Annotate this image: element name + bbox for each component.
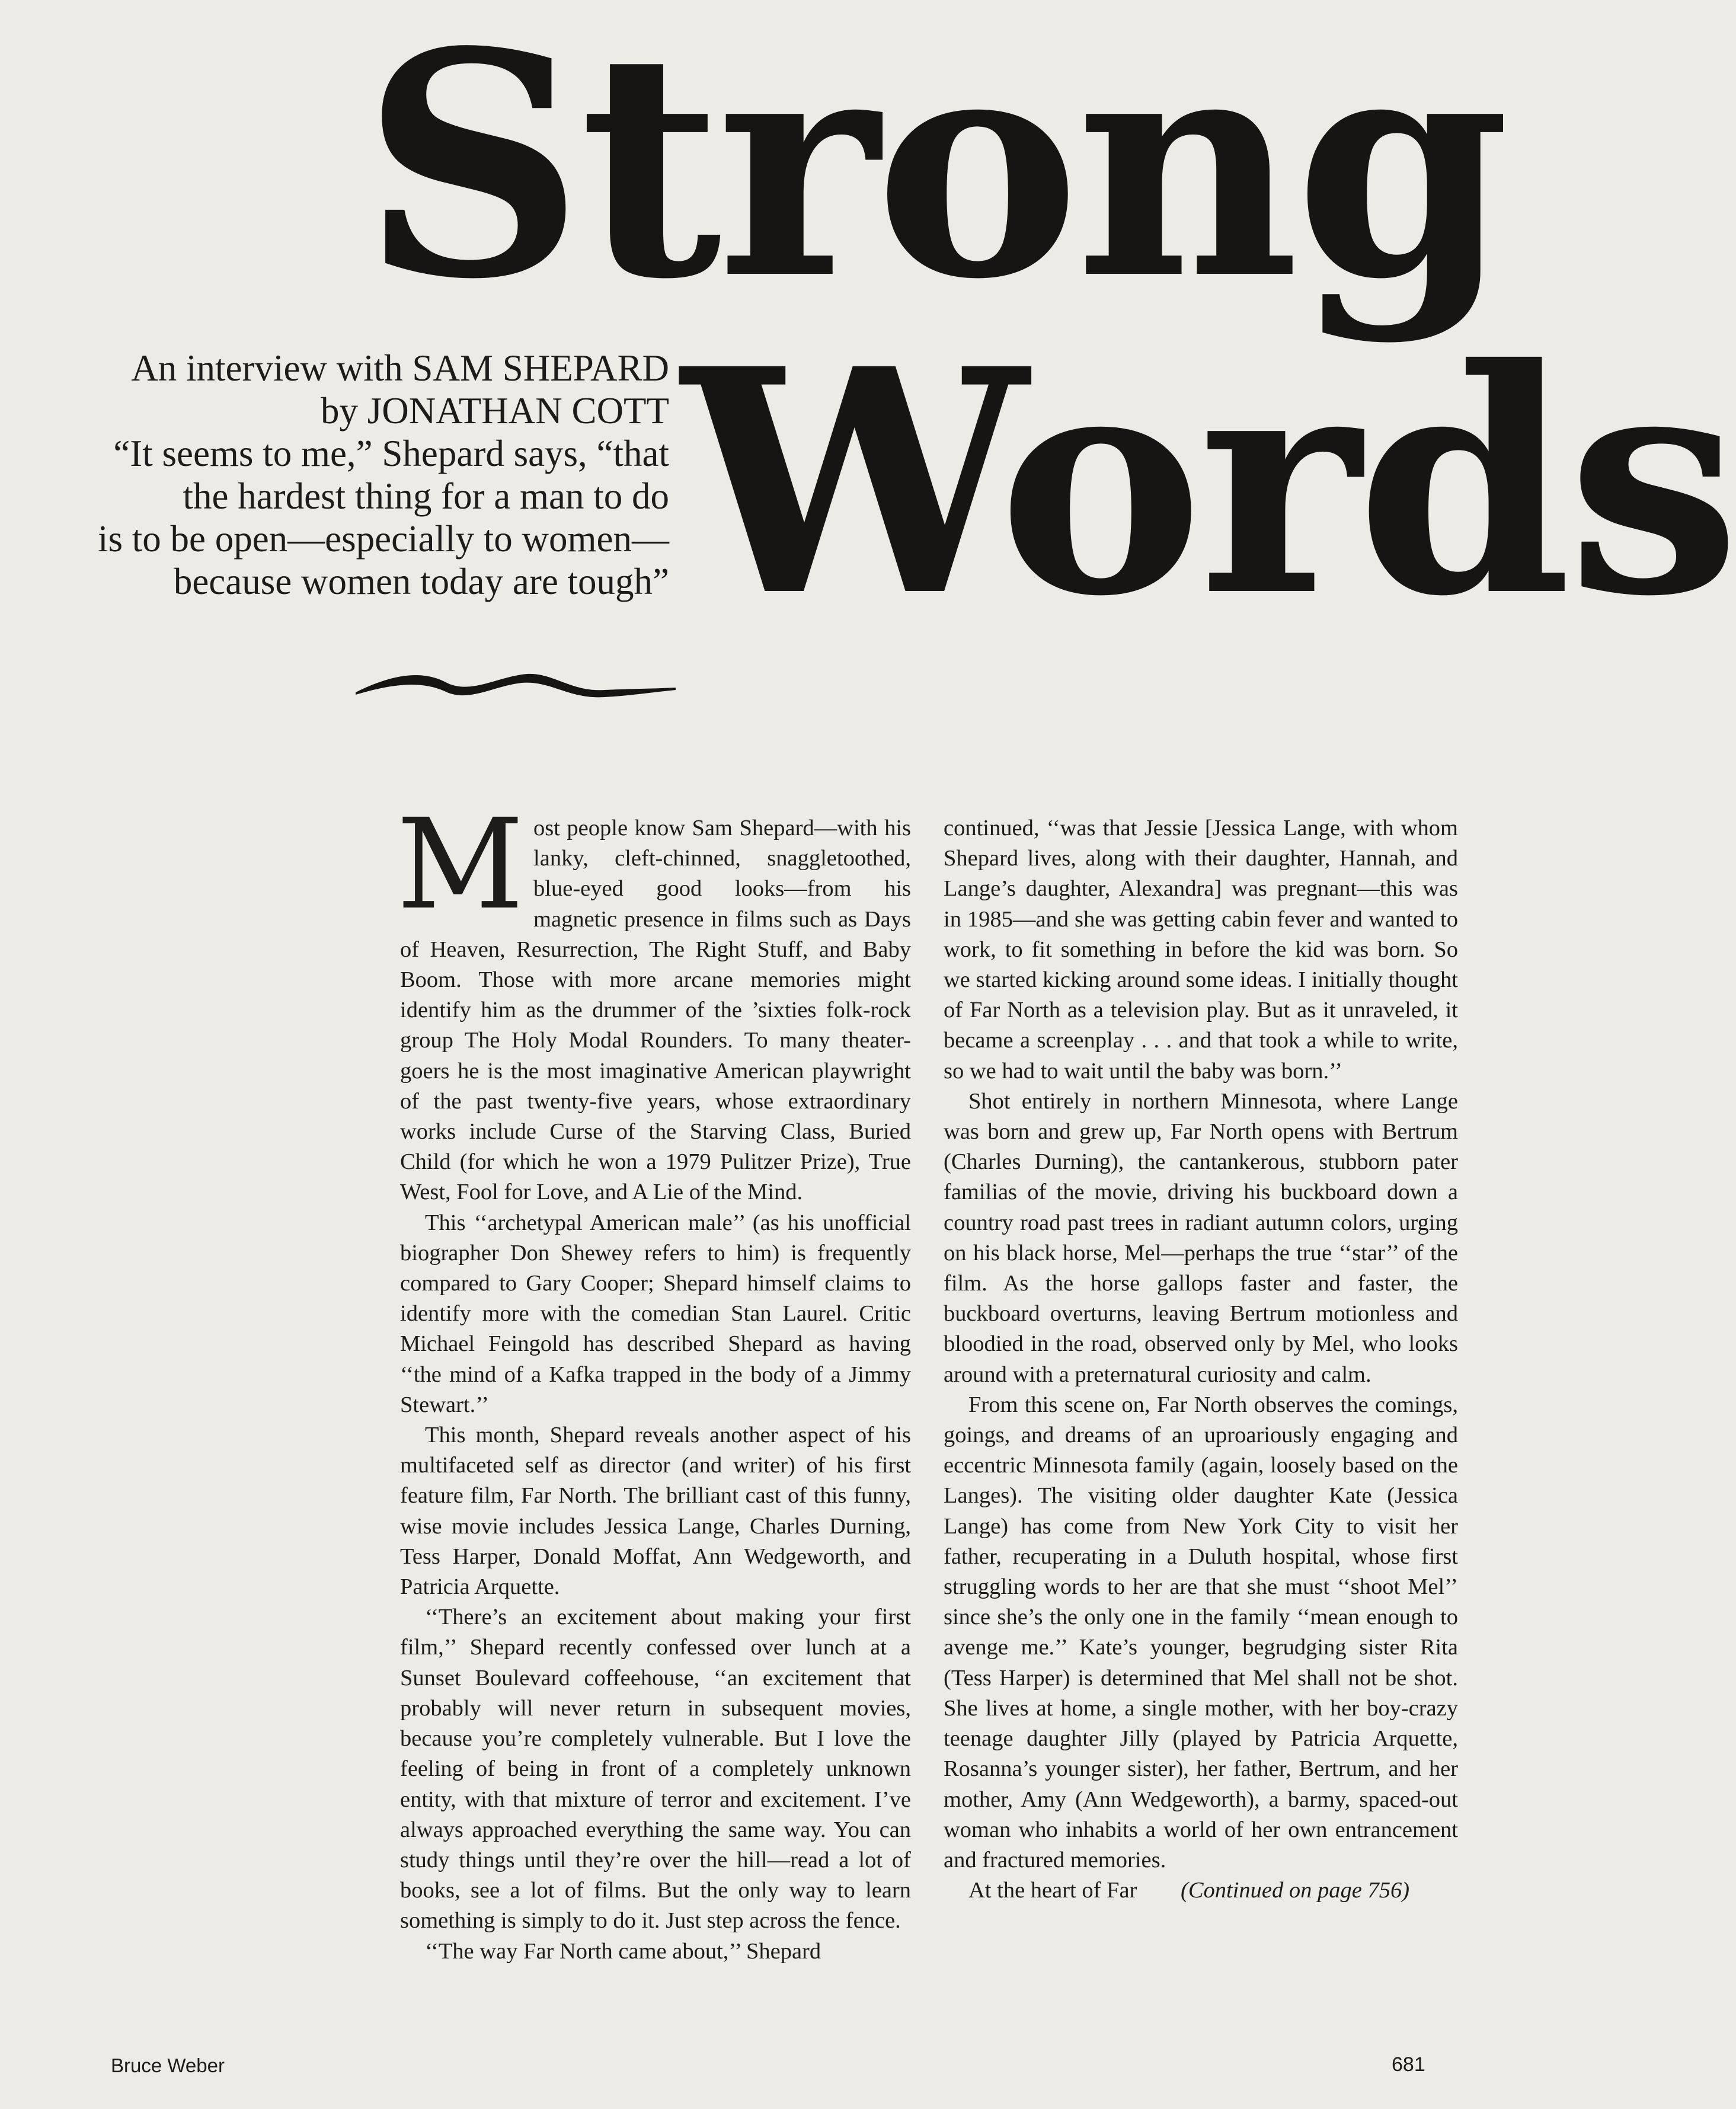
paragraph: ‘‘The way Far North came about,’’ Shepard	[425, 1938, 821, 1964]
continued-note: (Continued on page 756)	[1181, 1878, 1410, 1903]
article-column-2	[944, 813, 1458, 1906]
deck	[0, 347, 669, 603]
paragraph	[397, 792, 911, 1208]
paragraph: This ‘‘archetypal American male’’ (as his unofficial biographer Don Shewey refers to him) is frequently compared to Gary Cooper; Shepard himself claims to identify more with the comedian Stan Laurel. Critic Michael Feingold has described Shepard as having ‘‘the mind of a Kafka trapped in the body of a Jimmy Stewart.’’	[400, 1210, 911, 1417]
page-number: 681	[1392, 2053, 1425, 2076]
article-column-1	[397, 792, 911, 1967]
title-words: Words	[682, 302, 1736, 664]
paragraph-text: At the heart of Far	[968, 1878, 1137, 1903]
deck-line: because women today are tough”	[173, 561, 669, 602]
deck-line: the hardest thing for a man to do	[183, 475, 669, 517]
paragraph: This month, Shepard reveals another aspect of his multifaceted self as director (and writer) of his first feature film, Far North. The brilliant cast of this funny, wise movie includes Jessica Lange, Charles Durning, Tess Harper, Donald Moffat, Ann Wedgeworth, and Patricia Arquette.	[400, 1423, 911, 1600]
paragraph-text: ost people know Sam Shepard—with his lanky, cleft-chinned, snaggletoothed, blue-eyed good looks—from his magnetic presence in films such as Days of Heaven, Resurrection, The Right Stuff, and Baby Boom. Those with more arcane memories might identify him as the drummer of the ’sixties folk-rock group The Holy Modal Rounders. To many theater-goers he is the most imaginative American playwright of the past twenty-five years, whose extraordinary works include Curse of the Starving Class, Buried Child (for which he won a 1979 Pulitzer Prize), True West, Fool for Love, and A Lie of the Mind.	[400, 816, 911, 1205]
paragraph	[944, 1875, 1458, 1906]
deck-line: by JONATHAN COTT	[321, 390, 669, 432]
paragraph: continued, ‘‘was that Jessie [Jessica Lange, with whom Shepard lives, along with their daughter, Hannah, and Lange’s daughter, Alexandra] was pregnant—this was in 1985—and she was getting cabin fever and wanted to work, to fit something in before the kid was born. So we started kicking around some ideas. I initially thought of Far North as a television play. But as it unraveled, it became a screenplay . . . and that took a while to write, so we had to wait until the baby was born.’’	[944, 816, 1458, 1084]
deck-line: An interview with SAM SHEPARD	[131, 347, 669, 389]
paragraph: From this scene on, Far North observes the comings, goings, and dreams of an uproariously engaging and eccentric Minnesota family (again, loosely based on the Langes). The visiting older daughter Kate (Jessica Lange) has come from New York City to visit her father, recuperating in a Duluth hospital, whose first struggling words to her are that she must ‘‘shoot Mel’’ since she’s the only one in the family ‘‘mean enough to avenge me.’’ Kate’s younger, begrudging sister Rita (Tess Harper) is determined that Mel shall not be shot. She lives at home, a single mother, with her boy-crazy teenage daughter Jilly (played by Patricia Arquette, Rosanna’s younger sister), her father, Bertrum, and her mother, Amy (Ann Wedgeworth), a barmy, spaced-out woman who inhabits a world of her own entrancement and fractured memories.	[944, 1392, 1458, 1872]
paragraph: Shot entirely in northern Minnesota, where Lange was born and grew up, Far North opens with Bertrum (Charles Durning), the cantankerous, stubborn pater familias of the movie, driving his buckboard down a country road past trees in radiant autumn colors, urging on his black horse, Mel—perhaps the true ‘‘star’’ of the film. As the horse gallops faster and faster, the buckboard overturns, leaving Bertrum motionless and bloodied in the road, observed only by Mel, who looks around with a preternatural curiosity and calm.	[944, 1088, 1458, 1387]
deck-line: “It seems to me,” Shepard says, “that	[113, 433, 669, 474]
paragraph: ‘‘There’s an excitement about making your first film,’’ Shepard recently confessed over lunch at a Sunset Boulevard coffeehouse, ‘‘an excitement that probably will never return in subsequent movies, because you’re completely vulnerable. But I love the feeling of being in front of a completely unknown entity, with that mixture of terror and excitement. I’ve always approached everything the same way. You can study things until they’re over the hill—read a lot of books, see a lot of films. But the only way to learn something is simply to do it. Just step across the fence.	[400, 1605, 911, 1934]
drop-cap: M	[397, 792, 525, 937]
title-strong: Strong	[362, 0, 1506, 347]
deck-line: is to be open—especially to women—	[97, 518, 669, 560]
photo-credit: Bruce Weber	[111, 2054, 225, 2076]
wave-ornament-icon	[356, 664, 676, 705]
